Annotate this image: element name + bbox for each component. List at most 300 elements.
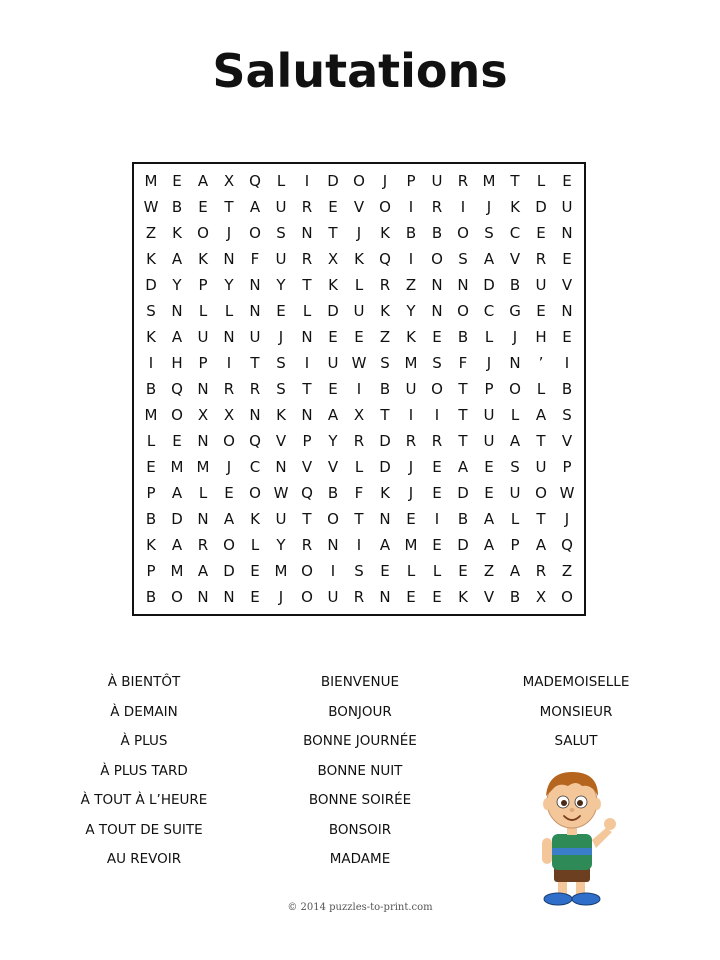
word-list-column-2 bbox=[260, 672, 460, 879]
grid-cell: D bbox=[145, 276, 157, 294]
grid-cell: R bbox=[379, 276, 391, 294]
grid-cell: O bbox=[457, 224, 469, 242]
grid-cell: A bbox=[483, 536, 495, 554]
grid-cell: L bbox=[536, 172, 546, 190]
word-item: MONSIEUR bbox=[539, 703, 613, 720]
grid-cell: E bbox=[432, 536, 442, 554]
grid-cell: E bbox=[172, 432, 182, 450]
grid-cell: B bbox=[457, 328, 469, 346]
grid-cell: L bbox=[432, 562, 442, 580]
grid-cell: A bbox=[535, 536, 547, 554]
grid-cell: J bbox=[226, 458, 232, 476]
grid-cell: S bbox=[276, 224, 286, 242]
grid-cell: I bbox=[304, 354, 310, 372]
grid-cell: R bbox=[197, 536, 209, 554]
grid-cell: O bbox=[379, 198, 391, 216]
grid-cell: N bbox=[431, 302, 443, 320]
grid-cell: O bbox=[223, 536, 235, 554]
grid-cell: U bbox=[327, 588, 339, 606]
grid-cell: J bbox=[486, 354, 492, 372]
word-item: BIENVENUE bbox=[320, 674, 400, 690]
grid-cell: N bbox=[431, 276, 443, 294]
boy-nose bbox=[570, 808, 575, 812]
grid-cell: E bbox=[380, 562, 390, 580]
word-item: À DEMAIN bbox=[110, 703, 178, 720]
grid-cell: Y bbox=[328, 432, 338, 450]
grid-cell: E bbox=[146, 458, 156, 476]
grid-cell: K bbox=[406, 328, 416, 346]
grid-cell: I bbox=[564, 354, 570, 372]
grid-cell: N bbox=[223, 588, 235, 606]
grid-cell: E bbox=[458, 562, 468, 580]
grid-cell: R bbox=[405, 432, 417, 450]
grid-cell: I bbox=[408, 250, 414, 268]
grid-cell: U bbox=[483, 432, 495, 450]
grid-cell: R bbox=[457, 172, 469, 190]
grid-cell: P bbox=[198, 276, 208, 294]
grid-cell: O bbox=[535, 484, 547, 502]
grid-cell: U bbox=[509, 484, 521, 502]
grid-cell: Z bbox=[379, 328, 391, 346]
grid-cell: L bbox=[250, 536, 260, 554]
grid-cell: K bbox=[250, 510, 260, 528]
grid-cell: N bbox=[301, 406, 313, 424]
grid-cell: F bbox=[354, 484, 364, 502]
grid-cell: M bbox=[144, 406, 158, 424]
grid-cell: E bbox=[250, 588, 260, 606]
grid-cell: X bbox=[197, 406, 209, 424]
word-item: BONNE JOURNÉE bbox=[303, 733, 417, 749]
grid-cell: N bbox=[197, 510, 209, 528]
grid-cell: U bbox=[275, 198, 287, 216]
grid-cell: U bbox=[353, 302, 365, 320]
grid-cell: D bbox=[483, 276, 495, 294]
grid-cell: V bbox=[509, 250, 521, 268]
grid-cell: A bbox=[483, 250, 495, 268]
grid-cell: L bbox=[146, 432, 156, 450]
grid-cell: T bbox=[250, 354, 260, 372]
grid-cell: E bbox=[432, 328, 442, 346]
grid-cell: O bbox=[171, 406, 183, 424]
grid-cell: S bbox=[276, 354, 286, 372]
grid-cell: B bbox=[405, 224, 417, 242]
grid-cell: A bbox=[483, 510, 495, 528]
grid-cell: M bbox=[144, 172, 158, 190]
grid-cell: I bbox=[304, 172, 310, 190]
grid-cell: K bbox=[276, 406, 286, 424]
grid-cell: O bbox=[457, 302, 469, 320]
grid-cell: E bbox=[432, 588, 442, 606]
grid-cell: Y bbox=[224, 276, 234, 294]
grid-cell: A bbox=[379, 536, 391, 554]
grid-cell: I bbox=[434, 510, 440, 528]
boy-arm-right bbox=[592, 828, 612, 848]
grid-cell: N bbox=[249, 276, 261, 294]
word-item: BONSOIR bbox=[328, 821, 392, 838]
grid-cell: E bbox=[536, 224, 546, 242]
grid-cell: P bbox=[146, 484, 156, 502]
grid-cell: M bbox=[404, 354, 418, 372]
grid-cell: E bbox=[276, 302, 286, 320]
grid-cell: C bbox=[249, 458, 261, 476]
word-item: BONNE SOIRÉE bbox=[308, 792, 412, 808]
grid-cell: T bbox=[458, 406, 468, 424]
grid-cell: A bbox=[197, 172, 209, 190]
grid-cell: T bbox=[354, 510, 364, 528]
grid-cell: M bbox=[482, 172, 496, 190]
grid-cell: J bbox=[278, 328, 284, 346]
grid-cell: T bbox=[458, 432, 468, 450]
grid-cell: K bbox=[328, 276, 338, 294]
grid-cell: A bbox=[457, 458, 469, 476]
grid-cell: W bbox=[273, 484, 289, 502]
grid-cell: B bbox=[145, 510, 157, 528]
grid-cell: N bbox=[301, 224, 313, 242]
boy-pupil-right bbox=[577, 800, 583, 806]
grid-cell: U bbox=[249, 328, 261, 346]
grid-cell: L bbox=[198, 484, 208, 502]
grid-cell: A bbox=[171, 536, 183, 554]
grid-cell: I bbox=[226, 354, 232, 372]
grid-cell: T bbox=[224, 198, 234, 216]
grid-cell: B bbox=[509, 588, 521, 606]
grid-cell: I bbox=[434, 406, 440, 424]
grid-cell: L bbox=[510, 510, 520, 528]
word-item: AU REVOIR bbox=[106, 851, 182, 867]
grid-cell: B bbox=[561, 380, 573, 398]
grid-cell: U bbox=[197, 328, 209, 346]
grid-cell: R bbox=[301, 198, 313, 216]
grid-cell: B bbox=[171, 198, 183, 216]
boy-ear-right bbox=[593, 798, 601, 810]
copyright-footer: © 2014 puzzles-to-print.com bbox=[287, 902, 433, 913]
grid-cell: K bbox=[198, 250, 208, 268]
grid-cell: T bbox=[302, 276, 312, 294]
grid-cell: Q bbox=[301, 484, 313, 502]
grid-cell: T bbox=[380, 406, 390, 424]
grid-cell: N bbox=[249, 302, 261, 320]
grid-cell: S bbox=[380, 354, 390, 372]
grid-cell: A bbox=[509, 562, 521, 580]
grid-cell: R bbox=[431, 198, 443, 216]
grid-cell: J bbox=[486, 198, 492, 216]
grid-cell: U bbox=[483, 406, 495, 424]
grid-cell: O bbox=[561, 588, 573, 606]
grid-cell: D bbox=[327, 172, 339, 190]
grid-cell: V bbox=[561, 276, 573, 294]
grid-cell: D bbox=[171, 510, 183, 528]
grid-cell: Y bbox=[276, 536, 286, 554]
word-search-grid bbox=[132, 162, 586, 616]
grid-cell: E bbox=[562, 172, 572, 190]
grid-cell: L bbox=[406, 562, 416, 580]
grid-cell: E bbox=[198, 198, 208, 216]
grid-cell: U bbox=[405, 380, 417, 398]
grid-cell: P bbox=[146, 562, 156, 580]
grid-cell: E bbox=[328, 198, 338, 216]
grid-cell: L bbox=[484, 328, 494, 346]
grid-cell: B bbox=[145, 588, 157, 606]
grid-cell: I bbox=[460, 198, 466, 216]
grid-cell: O bbox=[431, 250, 443, 268]
grid-cell: R bbox=[301, 536, 313, 554]
grid-cell: B bbox=[145, 380, 157, 398]
grid-cell: O bbox=[431, 380, 443, 398]
grid-cell: K bbox=[510, 198, 520, 216]
grid-cell: L bbox=[198, 302, 208, 320]
grid-cell: B bbox=[431, 224, 443, 242]
grid-cell: E bbox=[406, 510, 416, 528]
grid-cell: V bbox=[483, 588, 495, 606]
grid-cell: B bbox=[457, 510, 469, 528]
word-item: MADAME bbox=[329, 851, 391, 867]
grid-cell: S bbox=[458, 250, 468, 268]
grid-cell: U bbox=[431, 172, 443, 190]
grid-cell: T bbox=[302, 510, 312, 528]
grid-cell: E bbox=[224, 484, 234, 502]
page-title: Salutations bbox=[212, 44, 508, 98]
grid-cell: Q bbox=[249, 172, 261, 190]
boy-shirt-stripe bbox=[552, 848, 592, 855]
grid-cell: N bbox=[197, 588, 209, 606]
grid-cell: I bbox=[408, 198, 414, 216]
grid-cell: S bbox=[510, 458, 520, 476]
grid-cell: P bbox=[198, 354, 208, 372]
grid-cell: O bbox=[509, 380, 521, 398]
grid-cell: F bbox=[458, 354, 468, 372]
word-item: BONNE NUIT bbox=[317, 762, 403, 779]
grid-cell: R bbox=[353, 432, 365, 450]
grid-cell: R bbox=[535, 250, 547, 268]
grid-cell: N bbox=[223, 328, 235, 346]
grid-cell: J bbox=[382, 172, 388, 190]
grid-cell: Q bbox=[249, 432, 261, 450]
grid-cell: T bbox=[536, 432, 546, 450]
grid-cell: L bbox=[510, 406, 520, 424]
word-list-column-3 bbox=[476, 672, 676, 761]
word-item: A TOUT DE SUITE bbox=[85, 821, 203, 838]
grid-cell: A bbox=[171, 328, 183, 346]
grid-cell: V bbox=[353, 198, 365, 216]
grid-cell: F bbox=[250, 250, 260, 268]
grid-cell: J bbox=[408, 484, 414, 502]
grid-cell: V bbox=[275, 432, 287, 450]
grid-cell: T bbox=[302, 380, 312, 398]
grid-cell: N bbox=[561, 302, 573, 320]
grid-cell: ’ bbox=[538, 354, 544, 372]
grid-cell: V bbox=[327, 458, 339, 476]
grid-cell: E bbox=[432, 458, 442, 476]
boy-arm-left bbox=[542, 838, 552, 864]
boy-pupil-left bbox=[561, 800, 567, 806]
grid-cell: S bbox=[354, 562, 364, 580]
grid-cell: O bbox=[327, 510, 339, 528]
grid-cell: T bbox=[458, 380, 468, 398]
grid-cell: U bbox=[561, 198, 573, 216]
word-item: À PLUS bbox=[120, 733, 168, 749]
grid-cell: N bbox=[561, 224, 573, 242]
grid-cell: L bbox=[276, 172, 286, 190]
grid-cell: B bbox=[379, 380, 391, 398]
grid-cell: N bbox=[379, 588, 391, 606]
grid-cell: C bbox=[483, 302, 495, 320]
grid-cell: S bbox=[146, 302, 156, 320]
grid-cell: A bbox=[223, 510, 235, 528]
grid-cell: A bbox=[327, 406, 339, 424]
word-item: BONJOUR bbox=[328, 703, 392, 720]
grid-cell: E bbox=[562, 328, 572, 346]
grid-cell: L bbox=[354, 458, 364, 476]
grid-cell: W bbox=[351, 354, 367, 372]
grid-cell: M bbox=[170, 458, 184, 476]
grid-cell: W bbox=[559, 484, 575, 502]
grid-cell: H bbox=[535, 328, 547, 346]
grid-cell: R bbox=[431, 432, 443, 450]
word-list-column-1 bbox=[44, 672, 244, 879]
grid-cell: N bbox=[379, 510, 391, 528]
grid-cell: P bbox=[510, 536, 520, 554]
grid-cell: E bbox=[328, 380, 338, 398]
grid-cell: S bbox=[432, 354, 442, 372]
grid-cell: D bbox=[379, 432, 391, 450]
grid-cell: S bbox=[276, 380, 286, 398]
grid-cell: K bbox=[380, 224, 390, 242]
grid-cell: E bbox=[432, 484, 442, 502]
grid-cell: J bbox=[226, 224, 232, 242]
grid-cell: J bbox=[278, 588, 284, 606]
grid-cell: X bbox=[223, 172, 235, 190]
grid-cell: D bbox=[457, 484, 469, 502]
grid-cell: M bbox=[274, 562, 288, 580]
grid-cell: U bbox=[535, 276, 547, 294]
grid-cell: I bbox=[408, 406, 414, 424]
grid-cell: E bbox=[328, 328, 338, 346]
grid-cell: U bbox=[327, 354, 339, 372]
grid-cell: T bbox=[328, 224, 338, 242]
grid-cell: X bbox=[535, 588, 547, 606]
grid-cell: D bbox=[457, 536, 469, 554]
grid-cell: A bbox=[171, 250, 183, 268]
grid-cell: N bbox=[327, 536, 339, 554]
grid-cell: E bbox=[250, 562, 260, 580]
grid-cell: O bbox=[197, 224, 209, 242]
grid-cell: Z bbox=[561, 562, 573, 580]
letter-grid bbox=[138, 168, 580, 610]
grid-cell: K bbox=[380, 302, 390, 320]
grid-cell: Y bbox=[172, 276, 182, 294]
grid-cell: N bbox=[197, 380, 209, 398]
grid-cell: T bbox=[536, 510, 546, 528]
grid-cell: R bbox=[223, 380, 235, 398]
grid-cell: P bbox=[562, 458, 572, 476]
grid-cell: K bbox=[172, 224, 182, 242]
grid-cell: N bbox=[249, 406, 261, 424]
grid-cell: E bbox=[484, 484, 494, 502]
grid-cell: N bbox=[457, 276, 469, 294]
grid-cell: K bbox=[354, 250, 364, 268]
grid-cell: X bbox=[327, 250, 339, 268]
grid-cell: K bbox=[458, 588, 468, 606]
grid-cell: L bbox=[536, 380, 546, 398]
grid-cell: N bbox=[223, 250, 235, 268]
grid-cell: K bbox=[146, 536, 156, 554]
grid-cell: Q bbox=[379, 250, 391, 268]
grid-cell: A bbox=[171, 484, 183, 502]
word-item: SALUT bbox=[554, 733, 598, 749]
grid-cell: J bbox=[408, 458, 414, 476]
grid-cell: Y bbox=[276, 276, 286, 294]
grid-cell: L bbox=[224, 302, 234, 320]
word-item: À TOUT À L’HEURE bbox=[80, 792, 208, 808]
cartoon-boy-illustration bbox=[522, 758, 622, 908]
grid-cell: I bbox=[356, 536, 362, 554]
grid-cell: P bbox=[406, 172, 416, 190]
grid-cell: E bbox=[536, 302, 546, 320]
grid-cell: J bbox=[356, 224, 362, 242]
word-item: À BIENTÔT bbox=[107, 674, 181, 690]
grid-cell: A bbox=[249, 198, 261, 216]
grid-cell: P bbox=[484, 380, 494, 398]
grid-cell: M bbox=[170, 562, 184, 580]
grid-cell: O bbox=[249, 224, 261, 242]
grid-cell: V bbox=[301, 458, 313, 476]
grid-cell: X bbox=[353, 406, 365, 424]
grid-cell: E bbox=[562, 250, 572, 268]
grid-cell: O bbox=[301, 588, 313, 606]
grid-cell: K bbox=[380, 484, 390, 502]
grid-cell: G bbox=[509, 302, 521, 320]
grid-cell: A bbox=[535, 406, 547, 424]
grid-cell: L bbox=[302, 302, 312, 320]
grid-cell: O bbox=[353, 172, 365, 190]
grid-cell: B bbox=[327, 484, 339, 502]
grid-cell: O bbox=[249, 484, 261, 502]
grid-cell: R bbox=[301, 250, 313, 268]
grid-cell: X bbox=[223, 406, 235, 424]
grid-cell: D bbox=[327, 302, 339, 320]
grid-cell: O bbox=[301, 562, 313, 580]
grid-cell: Q bbox=[561, 536, 573, 554]
grid-cell: Z bbox=[145, 224, 157, 242]
grid-cell: H bbox=[171, 354, 183, 372]
grid-cell: R bbox=[535, 562, 547, 580]
grid-cell: I bbox=[356, 380, 362, 398]
grid-cell: N bbox=[301, 328, 313, 346]
grid-cell: K bbox=[146, 250, 156, 268]
grid-cell: D bbox=[223, 562, 235, 580]
grid-cell: L bbox=[354, 276, 364, 294]
grid-cell: J bbox=[564, 510, 570, 528]
grid-cell: I bbox=[148, 354, 154, 372]
boy-hand-wave bbox=[604, 818, 616, 830]
grid-cell: O bbox=[223, 432, 235, 450]
grid-cell: U bbox=[275, 250, 287, 268]
grid-cell: I bbox=[330, 562, 336, 580]
grid-cell: S bbox=[562, 406, 572, 424]
grid-cell: M bbox=[196, 458, 210, 476]
grid-cell: E bbox=[484, 458, 494, 476]
grid-cell: N bbox=[171, 302, 183, 320]
grid-cell: C bbox=[509, 224, 521, 242]
grid-cell: E bbox=[406, 588, 416, 606]
grid-cell: B bbox=[509, 276, 521, 294]
grid-cell: Y bbox=[406, 302, 416, 320]
grid-cell: N bbox=[509, 354, 521, 372]
grid-cell: P bbox=[302, 432, 312, 450]
grid-cell: E bbox=[172, 172, 182, 190]
grid-cell: A bbox=[509, 432, 521, 450]
word-item: À PLUS TARD bbox=[100, 762, 188, 779]
